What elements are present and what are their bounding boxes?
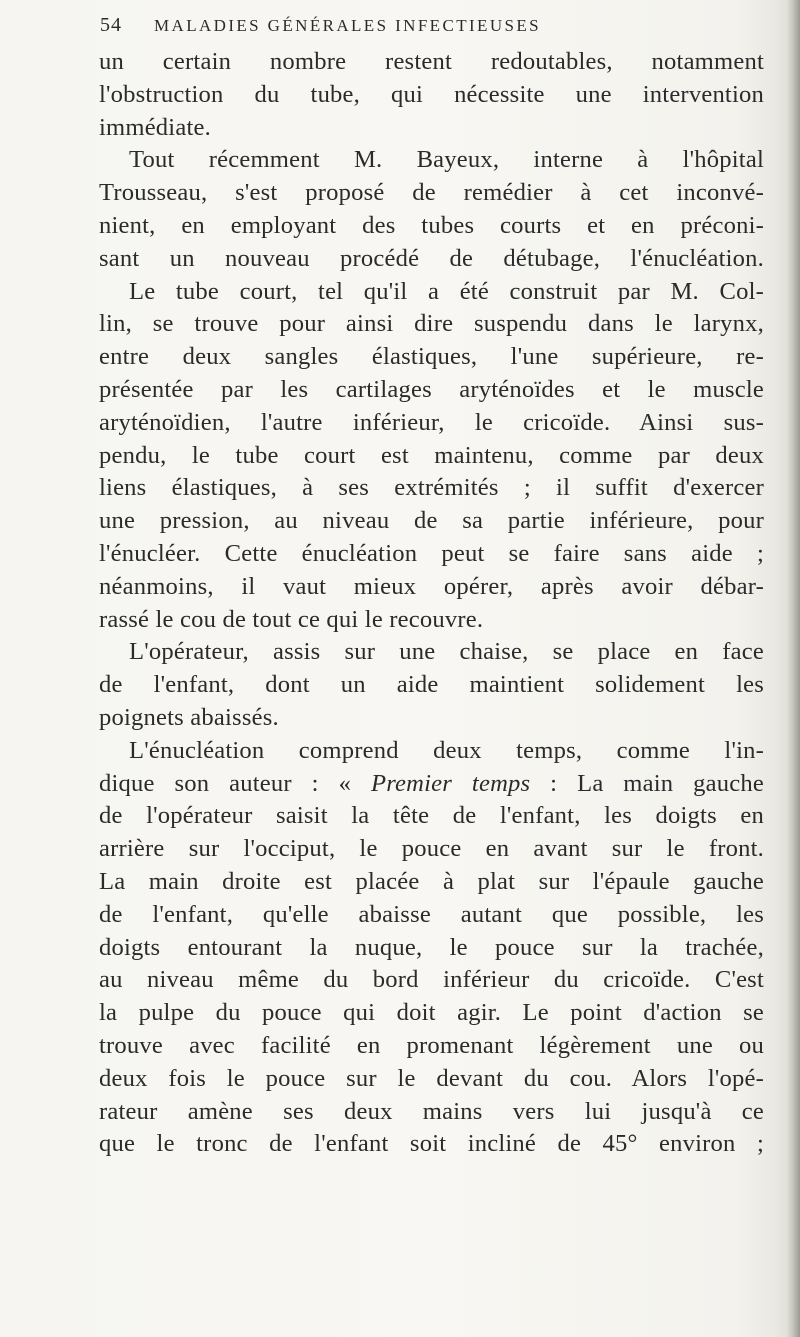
text-line: nient, en employant des tubes courts et en préconi-: [99, 211, 764, 239]
text-line: de l'enfant, qu'elle abaisse autant que possible, les: [99, 900, 764, 928]
text-fragment: dique son auteur : «: [99, 769, 371, 797]
text-line: arrière sur l'occiput, le pouce en avant sur le front.: [99, 835, 764, 863]
text-line: trouve avec facilité en promenant légèrement une ou: [99, 1031, 764, 1059]
body-text: [99, 46, 764, 1161]
text-line: un certain nombre restent redoutables, notamment: [99, 48, 764, 75]
text-line: liens élastiques, à ses extrémités ; il suffit d'exercer: [99, 474, 764, 502]
text-line: Le tube court, tel qu'il a été construit par M. Col-: [129, 277, 764, 305]
text-line: Trousseau, s'est proposé de remédier à cet inconvé-: [99, 179, 764, 207]
running-header: [100, 14, 760, 40]
text-line: rateur amène ses deux mains vers lui jusqu'à ce: [99, 1097, 764, 1125]
text-line: doigts entourant la nuque, le pouce sur la trachée,: [99, 933, 764, 961]
text-line: immédiate.: [99, 113, 211, 141]
italic-phrase: Premier temps: [370, 769, 531, 797]
text-line: L'opérateur, assis sur une chaise, se place en face: [129, 638, 764, 666]
text-line: l'obstruction du tube, qui nécessite une intervention: [99, 80, 764, 108]
text-line: néanmoins, il vaut mieux opérer, après avoir débar-: [99, 572, 764, 600]
page-number: 54: [100, 14, 122, 36]
text-line: sant un nouveau procédé de détubage, l'énucléation.: [99, 244, 764, 272]
text-line: deux fois le pouce sur le devant du cou. Alors l'opé-: [99, 1064, 764, 1092]
text-line: une pression, au niveau de sa partie inférieure, pour: [99, 507, 764, 535]
text-line: poignets abaissés.: [99, 703, 279, 731]
text-line: entre deux sangles élastiques, l'une supérieure, re-: [99, 343, 764, 371]
text-line: Tout récemment M. Bayeux, interne à l'hôpital: [129, 146, 764, 174]
page-edge: [786, 0, 800, 1337]
running-title: MALADIES GÉNÉRALES INFECTIEUSES: [154, 16, 542, 35]
text-line: La main droite est placée à plat sur l'épaule gauche: [99, 867, 764, 895]
text-line: présentée par les cartilages aryténoïdes et le muscle: [99, 375, 764, 403]
text-line: L'énucléation comprend deux temps, comme l'in-: [129, 736, 764, 764]
text-line: aryténoïdien, l'autre inférieur, le cricoïde. Ainsi sus-: [99, 408, 764, 436]
text-fragment: : La main gauche: [530, 769, 764, 797]
text-line: pendu, le tube court est maintenu, comme par deux: [99, 441, 764, 469]
text-line: de l'enfant, dont un aide maintient solidement les: [99, 671, 764, 699]
text-line: que le tronc de l'enfant soit incliné de 45° environ ;: [99, 1130, 764, 1158]
text-line: lin, se trouve pour ainsi dire suspendu dans le larynx,: [99, 310, 764, 338]
text-line: rassé le cou de tout ce qui le recouvre.: [99, 605, 484, 633]
text-line: la pulpe du pouce qui doit agir. Le point d'action se: [99, 999, 764, 1027]
text-line: l'énucléer. Cette énucléation peut se faire sans aide ;: [99, 539, 764, 567]
text-line-with-italic: [99, 768, 764, 801]
text-line: au niveau même du bord inférieur du cricoïde. C'est: [99, 966, 764, 994]
text-line: de l'opérateur saisit la tête de l'enfant, les doigts en: [99, 802, 764, 830]
